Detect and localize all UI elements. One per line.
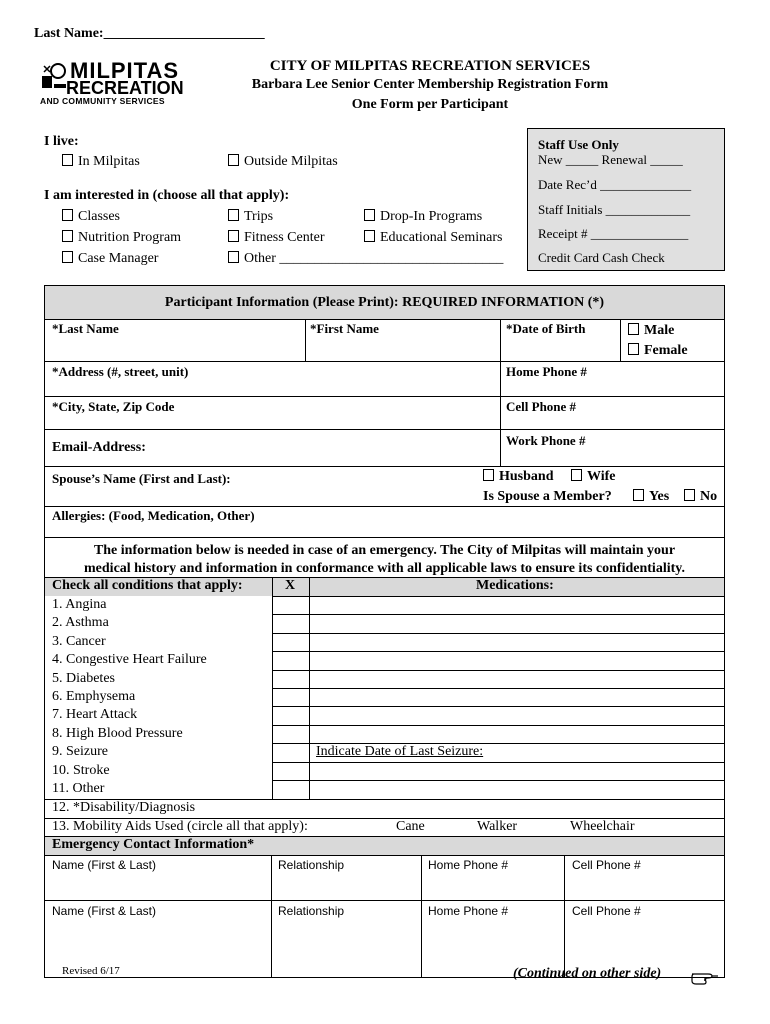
ec2-name[interactable]: Name (First & Last) xyxy=(52,904,157,918)
condition-check-cell[interactable] xyxy=(273,614,309,632)
option-male[interactable]: Male xyxy=(628,323,674,339)
condition-item: 9. Seizure xyxy=(52,744,108,760)
medication-cell[interactable] xyxy=(310,670,724,688)
mobility-wheelchair[interactable]: Wheelchair xyxy=(570,819,635,834)
checkbox[interactable] xyxy=(228,230,239,242)
ec1-home-phone[interactable]: Home Phone # xyxy=(428,858,509,872)
checkbox[interactable] xyxy=(364,209,375,221)
checkbox[interactable] xyxy=(62,154,73,166)
ec2-home-phone[interactable]: Home Phone # xyxy=(428,904,509,918)
disability-field[interactable]: 12. *Disability/Diagnosis xyxy=(52,800,196,815)
row-divider xyxy=(272,725,725,726)
row-divider xyxy=(272,670,725,671)
option-nutrition[interactable]: Nutrition Program xyxy=(62,230,181,246)
checkbox[interactable] xyxy=(483,469,494,481)
condition-check-cell[interactable] xyxy=(273,743,309,761)
ec2-cell-phone[interactable]: Cell Phone # xyxy=(572,904,641,918)
residence-label: I live: xyxy=(44,134,79,149)
allergies-field[interactable]: Allergies: (Food, Medication, Other) xyxy=(52,508,255,523)
revised-label: Revised 6/17 xyxy=(62,965,120,977)
logo-line1: MILPITAS xyxy=(70,58,180,83)
spouse-member-label: Is Spouse a Member? xyxy=(483,489,612,504)
staff-use-box xyxy=(527,128,725,271)
option-husband[interactable]: Husband xyxy=(483,469,553,485)
staff-payment: Credit Card Cash Check xyxy=(538,250,665,265)
row-divider xyxy=(272,780,725,781)
condition-item: 6. Emphysema xyxy=(52,689,136,704)
work-phone-field[interactable]: Work Phone # xyxy=(506,433,586,448)
condition-item: 5. Diabetes xyxy=(52,670,115,686)
medications-header: Medications: xyxy=(476,578,554,593)
email-field[interactable]: Email-Address: xyxy=(52,440,146,455)
option-fitness[interactable]: Fitness Center xyxy=(228,230,325,246)
continued-label: (Continued on other side) xyxy=(513,966,662,981)
row-divider xyxy=(272,596,725,597)
emergency-header: Emergency Contact Information* xyxy=(52,837,255,852)
form-title-2: Barbara Lee Senior Center Membership Registration Form xyxy=(251,77,609,92)
x-header: X xyxy=(285,578,296,593)
condition-check-cell[interactable] xyxy=(273,670,309,688)
condition-item: 2. Asthma xyxy=(52,615,109,631)
mobility-cane[interactable]: Cane xyxy=(396,819,425,834)
checkbox[interactable] xyxy=(571,469,582,481)
condition-check-cell[interactable] xyxy=(273,706,309,724)
condition-item: 3. Cancer xyxy=(52,633,106,649)
medication-cell[interactable] xyxy=(310,651,724,669)
staff-date-recd: Date Rec’d ______________ xyxy=(538,177,692,192)
dob-field[interactable]: *Date of Birth xyxy=(506,321,586,336)
condition-check-cell[interactable] xyxy=(273,725,309,743)
checkbox[interactable] xyxy=(364,230,375,242)
checkbox[interactable] xyxy=(228,209,239,221)
option-seminars[interactable]: Educational Seminars xyxy=(364,230,502,246)
row-divider xyxy=(272,688,725,689)
checkbox[interactable] xyxy=(228,251,239,263)
home-phone-field[interactable]: Home Phone # xyxy=(506,364,587,379)
option-in-milpitas[interactable]: In Milpitas xyxy=(62,154,140,170)
staff-initials: Staff Initials _____________ xyxy=(538,202,691,217)
logo-line3: AND COMMUNITY SERVICES xyxy=(40,96,165,106)
staff-receipt: Receipt # _______________ xyxy=(538,226,689,241)
city-field[interactable]: *City, State, Zip Code xyxy=(52,399,175,414)
medication-cell[interactable] xyxy=(310,762,724,780)
staff-new-renewal: New _____ Renewal _____ xyxy=(538,152,683,167)
hand-pointer-icon xyxy=(690,968,720,986)
ec1-name[interactable]: Name (First & Last) xyxy=(52,858,157,872)
medication-cell[interactable] xyxy=(310,780,724,798)
checkbox[interactable] xyxy=(684,489,695,501)
option-spouse-no[interactable]: No xyxy=(684,489,717,505)
medication-cell[interactable] xyxy=(310,596,724,614)
ec1-relationship[interactable]: Relationship xyxy=(278,858,345,872)
spouse-name-field[interactable]: Spouse’s Name (First and Last): xyxy=(52,471,231,486)
form-title-1: CITY OF MILPITAS RECREATION SERVICES xyxy=(269,58,591,74)
medical-notice-line2: medical history and information in conformance with all applicable laws to ensure its confidentiality. xyxy=(84,561,685,576)
option-spouse-yes[interactable]: Yes xyxy=(633,489,669,505)
option-wife[interactable]: Wife xyxy=(571,469,616,485)
first-name-field[interactable]: *First Name xyxy=(310,321,379,336)
checkbox[interactable] xyxy=(228,154,239,166)
seizure-date-note: Indicate Date of Last Seizure: xyxy=(316,744,484,759)
checkbox[interactable] xyxy=(628,323,639,335)
checkbox[interactable] xyxy=(62,230,73,242)
condition-check-cell[interactable] xyxy=(273,633,309,651)
staff-title: Staff Use Only xyxy=(538,137,619,152)
logo-line2: RECREATION xyxy=(66,78,184,98)
row-divider xyxy=(272,762,725,763)
option-female[interactable]: Female xyxy=(628,343,688,359)
option-other[interactable]: Other ________________________________ xyxy=(228,251,503,267)
condition-check-cell[interactable] xyxy=(273,596,309,614)
form-title-3: One Form per Participant xyxy=(351,97,509,112)
ec2-relationship[interactable]: Relationship xyxy=(278,904,345,918)
address-field[interactable]: *Address (#, street, unit) xyxy=(52,364,189,379)
condition-item: 8. High Blood Pressure xyxy=(52,725,183,741)
checkbox[interactable] xyxy=(62,251,73,263)
row-divider xyxy=(272,651,725,652)
condition-check-cell[interactable] xyxy=(273,762,309,780)
condition-check-cell[interactable] xyxy=(273,780,309,798)
medication-cell[interactable] xyxy=(310,614,724,632)
row-divider xyxy=(272,706,725,707)
condition-item: 11. Other xyxy=(52,781,105,796)
medical-notice-line1: The information below is needed in case of an emergency. The City of Milpitas will maintain your xyxy=(93,543,676,558)
checkbox[interactable] xyxy=(628,343,639,355)
last-name-label: Last Name:_______________________ xyxy=(34,26,265,41)
medication-cell[interactable] xyxy=(310,633,724,651)
medication-cell[interactable] xyxy=(310,706,724,724)
condition-item: 10. Stroke xyxy=(52,762,110,778)
condition-item: 7. Heart Attack xyxy=(52,707,138,723)
cell-phone-field[interactable]: Cell Phone # xyxy=(506,399,577,414)
option-classes[interactable]: Classes xyxy=(62,209,120,225)
checkbox[interactable] xyxy=(633,489,644,501)
row-divider xyxy=(272,633,725,634)
condition-item: 4. Congestive Heart Failure xyxy=(52,652,207,668)
mobility-walker[interactable]: Walker xyxy=(477,819,518,834)
option-drop-in[interactable]: Drop-In Programs xyxy=(364,209,482,225)
condition-check-cell[interactable] xyxy=(273,651,309,669)
interests-label: I am interested in (choose all that apply): xyxy=(44,188,290,203)
checkbox[interactable] xyxy=(62,209,73,221)
medication-cell[interactable] xyxy=(310,688,724,706)
conditions-header: Check all conditions that apply: xyxy=(52,578,243,593)
last-name-field[interactable]: *Last Name xyxy=(52,321,119,336)
ec1-cell-phone[interactable]: Cell Phone # xyxy=(572,858,641,872)
row-divider xyxy=(272,614,725,615)
option-outside-milpitas[interactable]: Outside Milpitas xyxy=(228,154,338,170)
condition-check-cell[interactable] xyxy=(273,688,309,706)
medication-cell[interactable] xyxy=(310,725,724,743)
option-trips[interactable]: Trips xyxy=(228,209,273,225)
option-case-manager[interactable]: Case Manager xyxy=(62,251,158,267)
mobility-label: 13. Mobility Aids Used (circle all that apply): xyxy=(52,819,308,834)
participant-header: Participant Information (Please Print): REQUIRED INFORMATION (*) xyxy=(164,295,605,310)
condition-item: 1. Angina xyxy=(52,597,107,612)
